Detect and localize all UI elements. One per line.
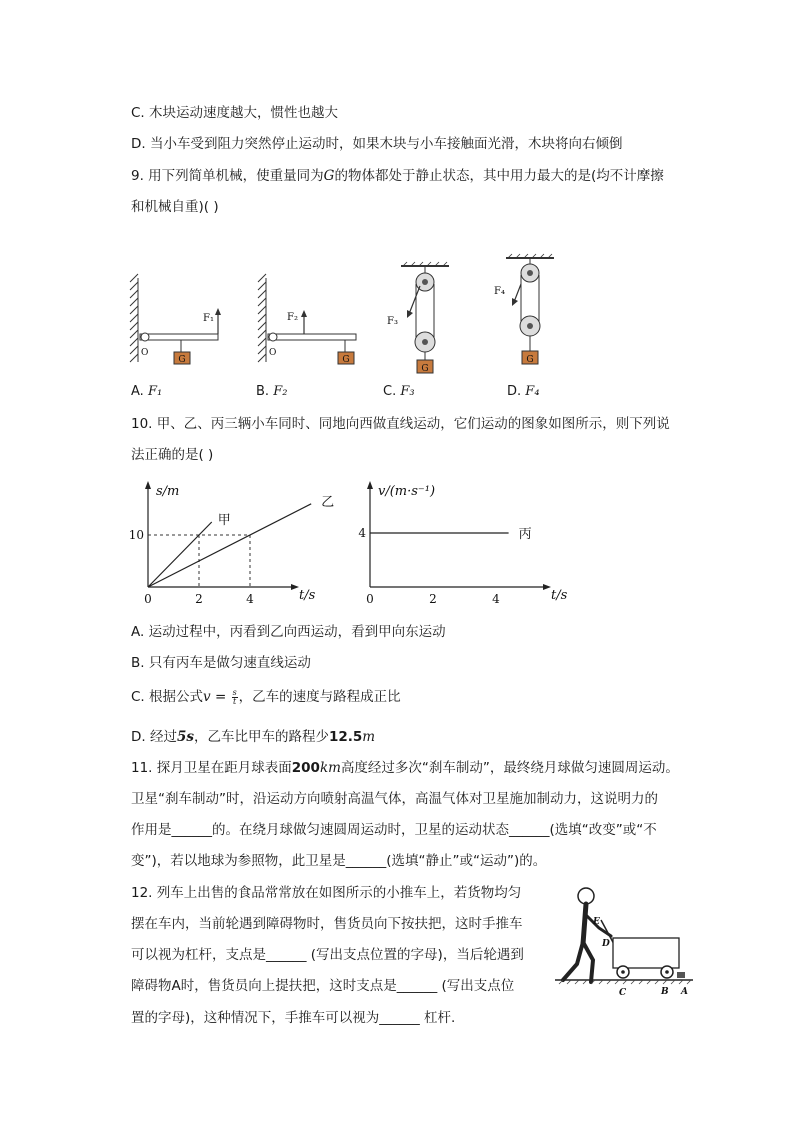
q12-line4: 障碍物A时，售货员向上提扶把，这时支点是______ (写出支点位 <box>131 978 515 994</box>
x-axis-label: t/s <box>299 588 316 603</box>
obstacle <box>677 972 685 978</box>
force-label: F₃ <box>387 316 398 327</box>
q9-option-a: A. F₁ <box>131 384 163 399</box>
force-label: F₂ <box>287 312 298 323</box>
x-tick-label: 2 <box>195 592 203 606</box>
y-axis-label: v/(m·s⁻¹) <box>378 484 436 499</box>
q9-stem-line2: 和机械自重)( ) <box>131 199 219 215</box>
cart-body <box>613 938 679 968</box>
pivot <box>141 333 149 341</box>
q12-line5: 置的字母)，这种情况下，手推车可以视为______ 杠杆. <box>131 1010 456 1026</box>
point-b-label: B <box>661 987 669 997</box>
force-arrow <box>409 286 420 314</box>
pulley-figure-d <box>492 254 572 370</box>
q10-option-b: B. 只有丙车是做匀速直线运动 <box>131 655 311 671</box>
q10-option-a: A. 运动过程中，丙看到乙向西运动，看到甲向东运动 <box>131 624 446 640</box>
q11-line3: 作用是______的。在绕月球做匀速圆周运动时，卫星的运动状态______(选填“改变”或“不 <box>131 822 657 838</box>
pivot-label: O <box>141 348 149 358</box>
q8-option-c: C. 木块运动速度越大，惯性也越大 <box>131 105 339 121</box>
series-line <box>148 522 212 587</box>
weight-label: G <box>342 355 350 365</box>
q9-option-b: B. F₂ <box>256 384 288 399</box>
q11-line2: 卫星“刹车制动”时，沿运动方向喷射高温气体，高温气体对卫星施加制动力，这说明力的 <box>131 791 658 807</box>
y-axis-arrow <box>145 481 151 489</box>
y-axis-arrow <box>367 481 373 489</box>
q10-stem-line2: 法正确的是( ) <box>131 447 214 463</box>
q9-option-c: C. F₃ <box>383 384 415 399</box>
q12-line1: 12. 列车上出售的食品常常放在如图所示的小推车上，若货物均匀 <box>131 885 522 901</box>
q12-line3: 可以视为杠杆，支点是______ (写出支点位置的字母)，当后轮遇到 <box>131 947 524 963</box>
s-t-chart <box>126 476 335 611</box>
lever-figure-a <box>126 270 226 370</box>
series-label: 乙 <box>321 494 335 510</box>
person-body <box>583 904 586 944</box>
x-axis-arrow <box>543 584 551 590</box>
x-axis-arrow <box>291 584 299 590</box>
fraction-s-over-t: $\frac{s}{t}$ <box>232 687 237 706</box>
cart-figure <box>553 884 698 1002</box>
point-c-label: C <box>619 988 627 998</box>
lever-bar <box>140 334 218 340</box>
pulley-figure-c <box>385 262 465 378</box>
q9-stem-line1: 9. 用下列简单机械，使重量同为G的物体都处于静止状态，其中用力最大的是(均不计摩擦 <box>131 168 664 184</box>
x-tick-label: 0 <box>144 592 152 606</box>
q10-option-d: D. 经过5s，乙车比甲车的路程少12.5m <box>131 729 376 745</box>
q10-stem-line1: 10. 甲、乙、丙三辆小车同时、同地向西做直线运动，它们运动的图象如图所示，则下列说 <box>131 416 670 432</box>
point-e-label: E <box>593 917 600 927</box>
series-label: 甲 <box>217 513 231 528</box>
force-label: F₄ <box>494 286 505 297</box>
x-tick-label: 4 <box>492 592 500 606</box>
q11-line4: 变”)，若以地球为参照物，此卫星是______(选填“静止”或“运动”)的。 <box>131 853 547 869</box>
y-axis-label: s/m <box>156 484 180 499</box>
x-axis-label: t/s <box>551 588 568 603</box>
force-arrow <box>514 284 521 302</box>
pivot-label: O <box>269 348 277 358</box>
weight-label: G <box>178 355 186 365</box>
wall-hatch <box>130 274 138 362</box>
force-label: F₁ <box>203 313 214 324</box>
point-d-label: D <box>602 939 610 949</box>
weight-label: G <box>526 355 534 365</box>
wall-hatch <box>258 274 266 362</box>
q9-option-d: D. F₄ <box>507 384 540 399</box>
x-tick-label: 0 <box>366 592 374 606</box>
pivot <box>269 333 277 341</box>
series-label: 丙 <box>518 527 532 542</box>
q12-line2: 摆在车内，当前轮遇到障碍物时，售货员向下按扶把，这时手推车 <box>131 916 523 932</box>
x-tick-label: 4 <box>246 592 254 606</box>
q8-option-d: D. 当小车受到阻力突然停止运动时，如果木块与小车接触面光滑，木块将向右倾倒 <box>131 136 623 152</box>
x-tick-label: 2 <box>429 592 437 606</box>
lever-bar <box>268 334 356 340</box>
v-t-chart <box>352 476 572 611</box>
q10-option-c: C. 根据公式v = $\frac{s}{t}$ ，乙车的速度与路程成正比 <box>131 687 401 706</box>
y-tick-label: 10 <box>128 528 144 542</box>
q11-line1: 11. 探月卫星在距月球表面200km高度经过多次“刹车制动”，最终绕月球做匀速圆周运动。 <box>131 760 679 776</box>
point-a-label: A <box>681 987 688 997</box>
weight-label: G <box>421 364 429 374</box>
lever-figure-b <box>254 270 364 370</box>
y-tick-label: 4 <box>358 526 366 540</box>
